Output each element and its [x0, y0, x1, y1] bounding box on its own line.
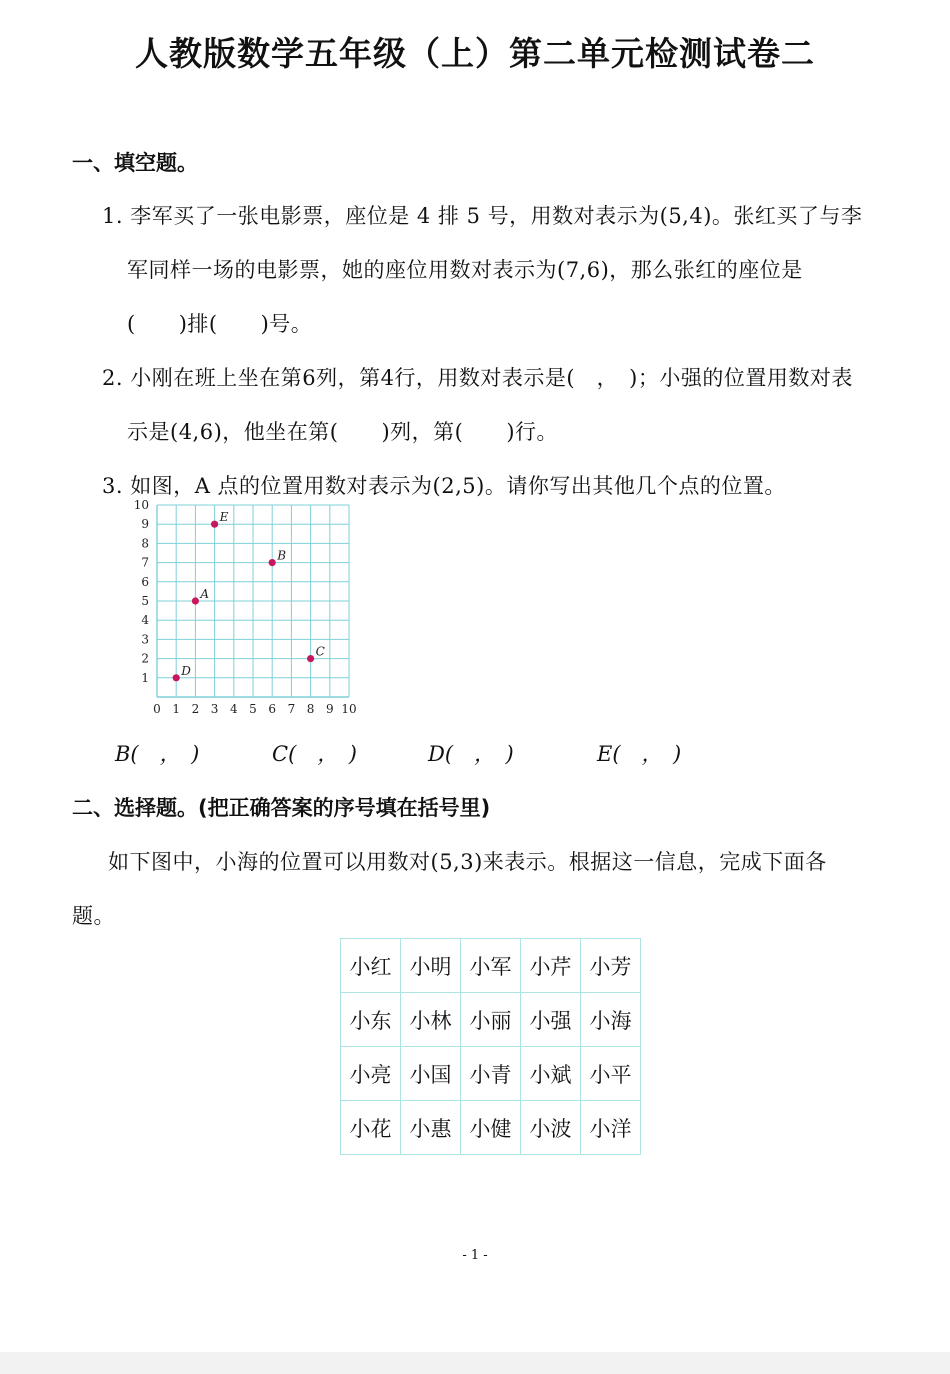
y-tick-label: 7 — [141, 555, 149, 570]
point-c — [307, 655, 314, 662]
point-label-b: B — [277, 548, 287, 563]
point-label-a: A — [200, 587, 210, 601]
y-tick-label: 5 — [141, 594, 149, 608]
x-tick-label: 6 — [268, 702, 277, 716]
table-row — [341, 993, 641, 1047]
q2-line2: 示是(4,6)，他坐在第( )列，第( )行。 — [127, 420, 559, 444]
answer-e: E( ， ) — [597, 742, 682, 766]
point-b — [269, 559, 276, 566]
y-tick-label: 3 — [141, 632, 149, 647]
point-e — [211, 521, 218, 528]
point-label-d: D — [181, 663, 191, 678]
answer-c: C( ， ) — [272, 742, 357, 766]
section1-heading: 一、填空题。 — [72, 151, 198, 175]
seat-cell: 小丽 — [461, 993, 521, 1047]
seat-cell: 小强 — [521, 993, 581, 1047]
table-row — [341, 1047, 641, 1101]
q1-line2: 军同样一场的电影票，她的座位用数对表示为(7,6)，那么张红的座位是 — [127, 258, 803, 282]
seat-cell: 小芹 — [521, 939, 581, 993]
seat-cell: 小惠 — [401, 1101, 461, 1155]
coordinate-grid-chart — [125, 498, 365, 720]
seat-cell: 小平 — [581, 1047, 641, 1101]
section2-intro-line2: 题。 — [72, 904, 115, 928]
page-number: - 1 - — [462, 1248, 488, 1263]
seat-cell: 小斌 — [521, 1047, 581, 1101]
section2-intro-line1: 如下图中，小海的位置可以用数对(5,3)来表示。根据这一信息，完成下面各 — [108, 850, 827, 874]
seat-cell: 小军 — [461, 939, 521, 993]
y-tick-label: 10 — [133, 498, 149, 512]
y-tick-label: 1 — [141, 670, 149, 685]
x-tick-label: 0 — [153, 702, 161, 716]
x-tick-label: 10 — [341, 702, 357, 716]
seat-cell: 小海 — [581, 993, 641, 1047]
x-tick-label: 8 — [306, 702, 315, 716]
seat-cell: 小林 — [401, 993, 461, 1047]
seat-cell: 小红 — [341, 939, 401, 993]
x-tick-label: 7 — [287, 702, 296, 716]
seat-cell: 小明 — [401, 939, 461, 993]
y-tick-label: 2 — [141, 651, 149, 666]
answer-d: D( ， ) — [428, 742, 514, 766]
x-tick-label: 1 — [172, 702, 181, 716]
y-tick-label: 6 — [141, 574, 149, 589]
point-label-e: E — [219, 510, 229, 525]
seat-cell: 小东 — [341, 993, 401, 1047]
seat-cell: 小花 — [341, 1101, 401, 1155]
table-row — [341, 939, 641, 993]
seat-cell: 小洋 — [581, 1101, 641, 1155]
page-bottom-edge — [0, 1352, 950, 1374]
seat-cell: 小波 — [521, 1101, 581, 1155]
x-tick-label: 3 — [210, 702, 219, 716]
seating-table — [340, 938, 641, 1155]
y-tick-label: 8 — [141, 536, 149, 551]
y-tick-label: 4 — [141, 613, 149, 628]
q1-line3: ( )排( )号。 — [127, 312, 313, 336]
seat-cell: 小芳 — [581, 939, 641, 993]
point-a — [192, 597, 199, 604]
x-tick-label: 9 — [325, 702, 334, 716]
x-tick-label: 5 — [249, 702, 257, 716]
point-label-c: C — [315, 644, 325, 659]
x-tick-label: 2 — [191, 702, 200, 716]
q1-line1: 1. 李军买了一张电影票，座位是 4 排 5 号，用数对表示为(5,4)。张红买了与李 — [102, 204, 863, 228]
table-row — [341, 1101, 641, 1155]
seat-cell: 小亮 — [341, 1047, 401, 1101]
seat-cell: 小健 — [461, 1101, 521, 1155]
point-d — [173, 674, 180, 681]
answer-b: B( ， ) — [115, 742, 200, 766]
section2-heading: 二、选择题。(把正确答案的序号填在括号里) — [72, 796, 491, 820]
x-tick-label: 4 — [229, 702, 238, 716]
seat-cell: 小青 — [461, 1047, 521, 1101]
y-tick-label: 9 — [141, 517, 149, 532]
page-title: 人教版数学五年级（上）第二单元检测试卷二 — [135, 34, 815, 73]
q3-line1: 3. 如图，A 点的位置用数对表示为(2,5)。请你写出其他几个点的位置。 — [102, 474, 786, 498]
seat-cell: 小国 — [401, 1047, 461, 1101]
q2-line1: 2. 小刚在班上坐在第6列，第4行，用数对表示是( ， )；小强的位置用数对表 — [102, 366, 853, 390]
